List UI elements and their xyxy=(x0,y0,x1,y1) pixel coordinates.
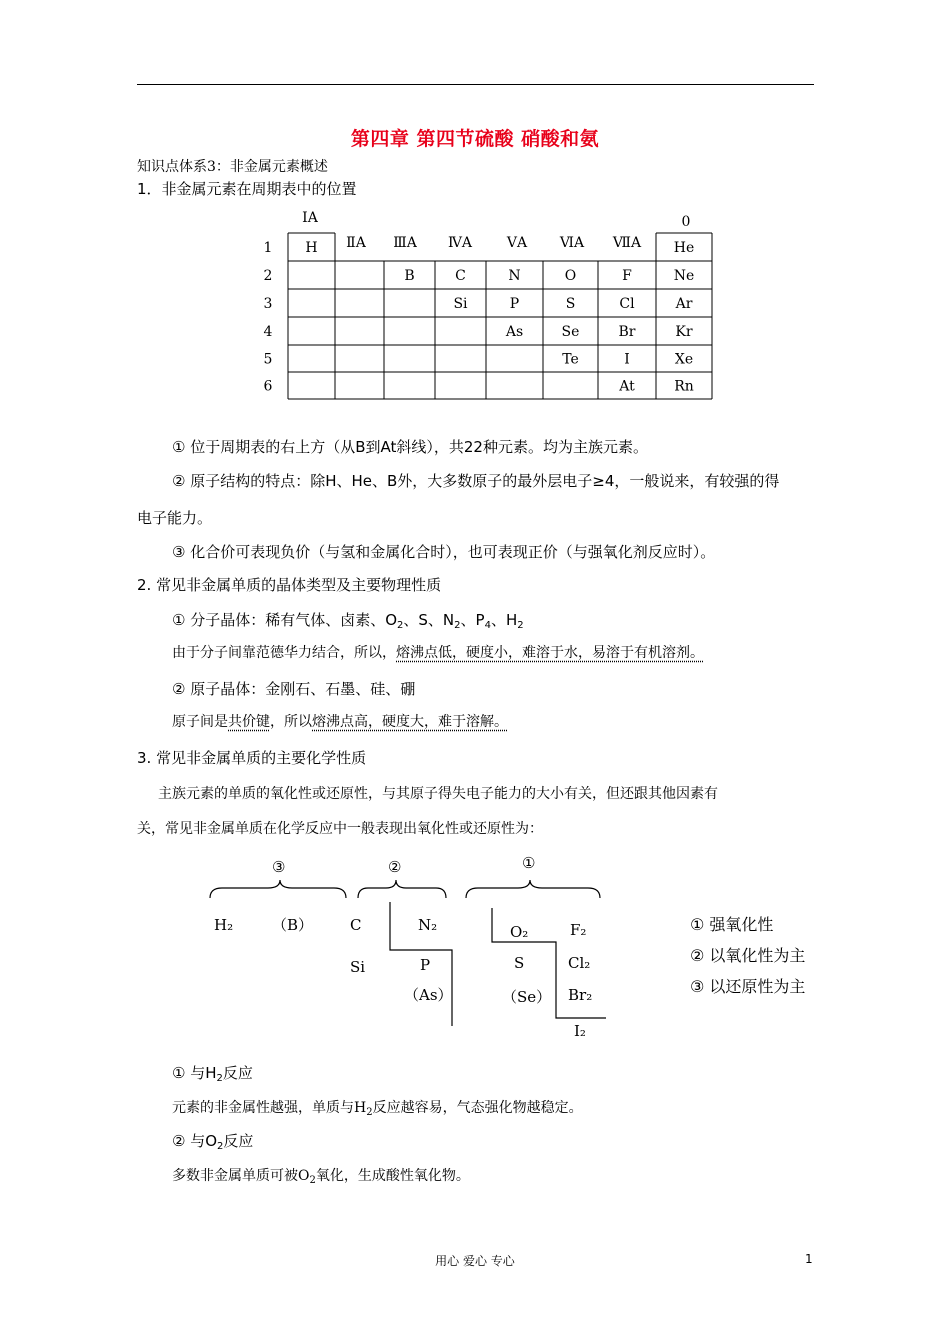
el-I2: I₂ xyxy=(574,1022,586,1036)
text: ② 与O xyxy=(172,1132,218,1150)
period-label: 2 xyxy=(263,268,273,284)
section3-intro-1: 主族元素的单质的氧化性或还原性，与其原子得失电子能力的大小有关，但还跟其他因素有 xyxy=(158,786,718,802)
element-S: S xyxy=(565,296,576,312)
el-B: （B） xyxy=(272,916,314,934)
sub: 2 xyxy=(517,620,524,631)
el-N2: N₂ xyxy=(418,916,438,934)
element-P: P xyxy=(509,296,520,312)
el-Se: （Se） xyxy=(502,988,552,1006)
group-header: 0 xyxy=(681,214,691,230)
element-At: At xyxy=(619,378,635,395)
brace-1 xyxy=(466,880,600,898)
page-title: 第四章 第四节硫酸 硝酸和氨 xyxy=(350,128,600,150)
period-label: 1 xyxy=(263,240,273,256)
element-Se: Se xyxy=(561,324,580,340)
page-number: 1 xyxy=(805,1252,813,1266)
point-3: ③ 化合价可表现负价（与氢和金属化合时），也可表现正价（与强氧化剂反应时）。 xyxy=(172,543,716,561)
element-Rn: Rn xyxy=(674,378,694,395)
text: ① 与H xyxy=(172,1064,217,1082)
period-label: 4 xyxy=(263,324,273,340)
group-mark-1: ① xyxy=(522,854,536,872)
group-header: ⅦA xyxy=(612,235,642,251)
point-2: ② 原子结构的特点：除H、He、B外，大多数原子的最外层电子≥4，一般说来，有较强的得 xyxy=(172,472,780,490)
element-O: O xyxy=(564,268,577,284)
text: 反应 xyxy=(223,1132,254,1150)
section3-intro-2: 关，常见非金属单质在化学反应中一般表现出氧化性或还原性为： xyxy=(137,821,543,837)
react-o2-desc xyxy=(172,1165,470,1185)
text: 由于分子间靠范德华力结合，所以， xyxy=(172,645,396,661)
periodic-table-grid xyxy=(0,0,950,420)
atomic-crystal-desc xyxy=(172,711,508,731)
el-O2: O₂ xyxy=(510,923,529,941)
legend-3: ③ 以还原性为主 xyxy=(690,977,806,996)
sub: 2 xyxy=(217,1141,224,1152)
brace-3 xyxy=(210,880,346,898)
sub: 2 xyxy=(309,1175,316,1186)
group-header: ⅢA xyxy=(393,235,417,251)
section3-heading: 3. 常见非金属单质的主要化学性质 xyxy=(137,749,367,767)
react-h2-heading xyxy=(172,1062,253,1083)
molecular-crystal xyxy=(172,609,524,630)
group-mark-2: ② xyxy=(388,858,402,876)
legend-1: ① 强氧化性 xyxy=(690,915,774,934)
element-Br: Br xyxy=(618,324,636,340)
el-Cl2: Cl₂ xyxy=(568,954,591,972)
period-label: 3 xyxy=(263,296,273,312)
point-2-cont: 电子能力。 xyxy=(137,509,213,527)
text: 、P xyxy=(460,611,485,629)
text: 元素的非金属性越强，单质与H xyxy=(172,1100,367,1116)
footer-motto: 用心 爱心 专心 xyxy=(435,1254,515,1268)
el-P: P xyxy=(420,956,431,974)
section2-heading: 2. 常见非金属单质的晶体类型及主要物理性质 xyxy=(137,576,442,594)
element-Ar: Ar xyxy=(675,296,693,312)
element-C: C xyxy=(455,268,466,284)
sub: 2 xyxy=(216,1073,223,1084)
sub: 2 xyxy=(454,620,461,631)
atomic-crystal: ② 原子晶体：金刚石、石墨、硅、硼 xyxy=(172,680,416,698)
element-I: I xyxy=(624,351,630,368)
legend-2: ② 以氧化性为主 xyxy=(690,946,806,965)
redox-diagram xyxy=(200,846,860,1036)
element-He: He xyxy=(673,240,695,256)
molecular-crystal-desc xyxy=(172,642,704,662)
element-Kr: Kr xyxy=(675,324,693,340)
sub: 2 xyxy=(366,1107,373,1118)
emphasis-text: 熔沸点高，硬度大，难于溶解。 xyxy=(312,714,508,730)
subtitle: 知识点体系3：非金属元素概述 xyxy=(137,159,328,175)
period-label: 6 xyxy=(263,378,273,395)
text: 反应越容易，气态强化物越稳定。 xyxy=(372,1100,583,1116)
element-H: H xyxy=(305,240,318,256)
el-Br2: Br₂ xyxy=(568,986,593,1004)
group-header: ⅡA xyxy=(346,235,366,251)
section1-heading: 1．非金属元素在周期表中的位置 xyxy=(137,180,357,198)
period-label: 5 xyxy=(263,351,273,368)
text: 、S、N xyxy=(403,611,455,629)
text: 氧化，生成酸性氧化物。 xyxy=(315,1168,470,1184)
molecular-crystal-label: ① 分子晶体：稀有气体、卤素、O xyxy=(172,611,398,629)
react-h2-desc xyxy=(172,1097,583,1117)
text: ，所以 xyxy=(270,714,312,730)
point-1: ① 位于周期表的右上方（从B到At斜线），共22种元素。均为主族元素。 xyxy=(172,438,648,456)
group-mark-3: ③ xyxy=(272,858,286,876)
brace-2 xyxy=(358,880,446,898)
emphasis-text: 熔沸点低，硬度小，难溶于水，易溶于有机溶剂。 xyxy=(396,645,704,661)
element-As: As xyxy=(505,324,524,340)
sub: 2 xyxy=(397,620,404,631)
group-header: ⅤA xyxy=(506,235,528,251)
el-As: （As） xyxy=(404,986,453,1004)
el-H2: H₂ xyxy=(214,916,234,934)
text: 多数非金属单质可被O xyxy=(172,1168,310,1184)
text: 反应 xyxy=(222,1064,253,1082)
el-F2: F₂ xyxy=(570,921,587,939)
text: 原子间是 xyxy=(172,714,228,730)
react-o2-heading xyxy=(172,1130,253,1151)
element-Xe: Xe xyxy=(674,351,694,368)
group-header: ⅣA xyxy=(447,235,473,251)
element-Ne: Ne xyxy=(673,268,695,284)
emphasis-text: 共价键 xyxy=(228,714,270,730)
sub: 4 xyxy=(484,620,491,631)
element-Cl: Cl xyxy=(619,296,635,312)
element-F: F xyxy=(622,268,632,284)
element-Te: Te xyxy=(562,351,579,368)
element-N: N xyxy=(508,268,521,284)
group-header: ⅠA xyxy=(302,210,318,226)
element-Si: Si xyxy=(453,296,468,312)
el-S: S xyxy=(514,954,525,972)
element-B: B xyxy=(404,268,415,284)
text: 、H xyxy=(490,611,518,629)
group-header: ⅥA xyxy=(559,235,585,251)
el-Si: Si xyxy=(350,958,366,976)
el-C: C xyxy=(350,916,362,934)
